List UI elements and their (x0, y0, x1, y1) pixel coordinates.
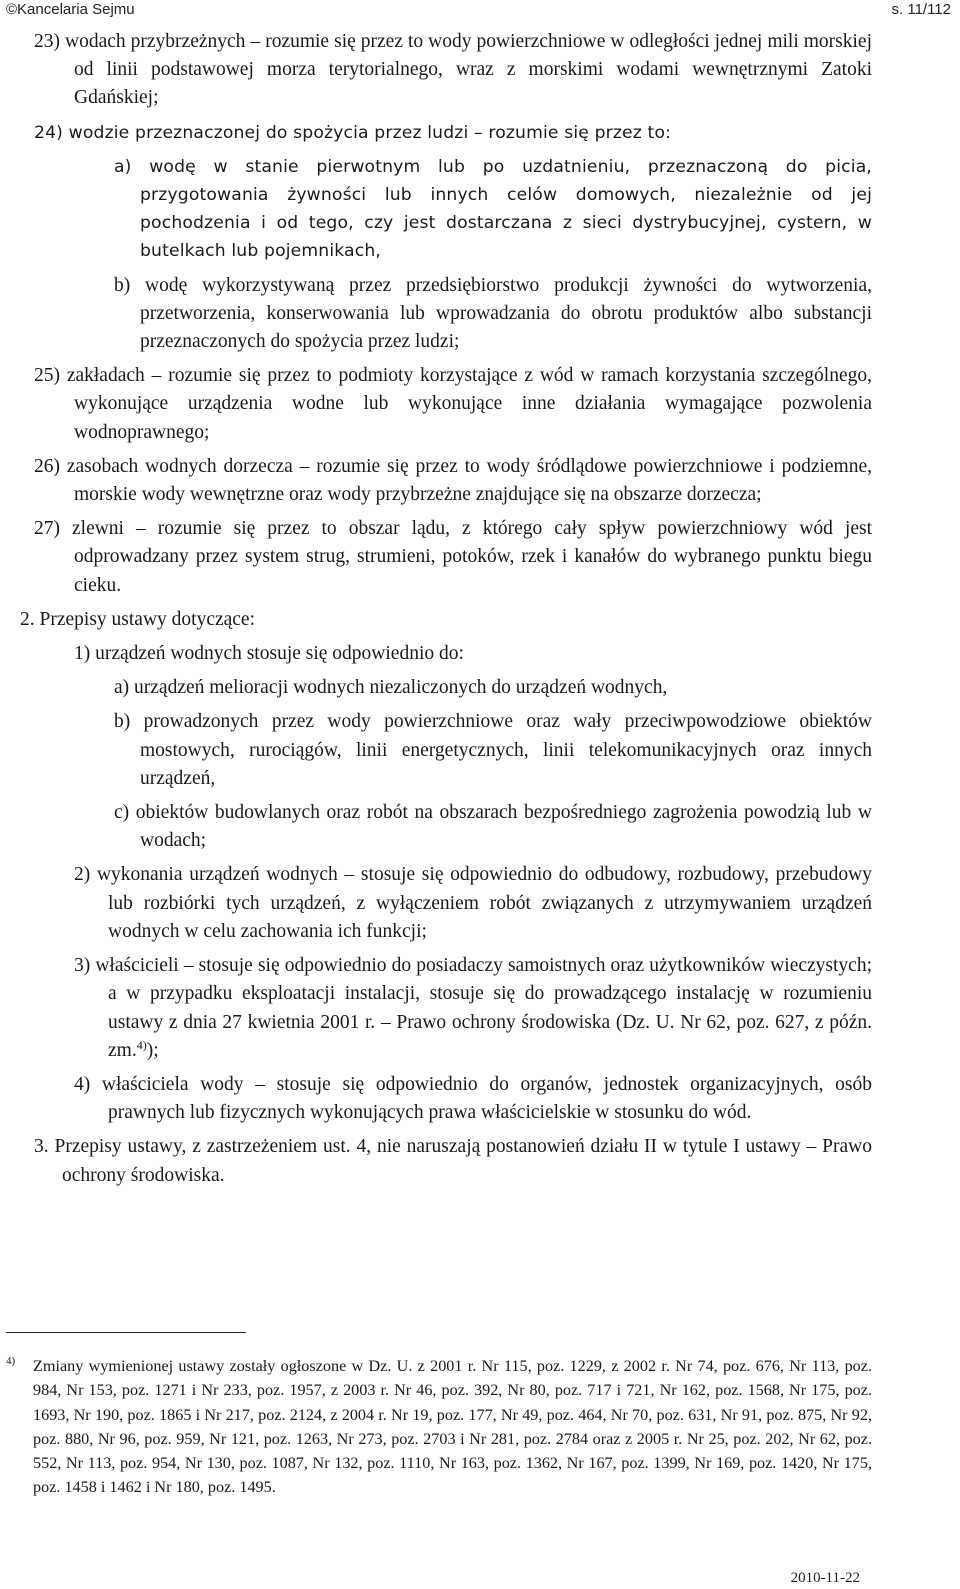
section-2-intro: 2. Przepisy ustawy dotyczące: (20, 608, 256, 630)
footnote-reference: 4) (136, 1037, 147, 1052)
footnote (6, 1354, 872, 1500)
section-3: 3. Przepisy ustawy, z zastrzeżeniem ust. 4, nie naruszają postanowień działu II w tytule I ustawy – Prawo ochrony środowiska. (34, 1136, 872, 1186)
item-24: 24) wodzie przeznaczonej do spożycia przez ludzi – rozumie się przez to: (34, 122, 672, 143)
footnote-divider (6, 1332, 246, 1333)
header-source: ©Kancelaria Sejmu (6, 1, 135, 18)
section-2-point-1-b: b) prowadzonych przez wody powierzchniowe oraz wały przeciwpowodziowe obiektów mostowych, rurociągów, linii energetycznych, linii telekomunikacyjnych oraz innych urządzeń, (114, 711, 872, 789)
section-2-point-2: 2) wykonania urządzeń wodnych – stosuje się odpowiednio do odbudowy, rozbudowy, przebudowy lub rozbiórki tych urządzeń, z wyłączeniem robót związanych z utrzymywaniem urządzeń wodnych w celu zachowania ich funkcji; (74, 864, 872, 942)
document-body (20, 28, 872, 1196)
section-2-point-1: 1) urządzeń wodnych stosuje się odpowiednio do: (74, 643, 464, 665)
section-2-point-1-a: a) urządzeń melioracji wodnych niezaliczonych do urządzeń wodnych, (114, 677, 668, 699)
item-24-a: a) wodę w stanie pierwotnym lub po uzdatnieniu, przeznaczoną do picia, przygotowania żywności lub innych celów domowych, niezależnie od jej pochodzenia i od tego, czy jest dostarczana z sieci dystrybucyjnej, cystern, w butelkach lub pojemnikach, (114, 156, 872, 262)
section-2-point-4: 4) właściciela wody – stosuje się odpowiednio do organów, jednostek organizacyjnych, osób prawnych lub fizycznych wykonujących prawa właścicielskie w stosunku do wód. (74, 1073, 872, 1124)
item-27: 27) zlewni – rozumie się przez to obszar lądu, z którego cały spływ powierzchniowy wód jest odprowadzany przez system strug, strumieni, potoków, rzek i kanałów do wybranego punktu biegu cieku. (34, 518, 872, 596)
section-2-point-3-text: 3) właścicieli – stosuje się odpowiednio do posiadaczy samoistnych oraz użytkowników wieczystych; a w przypadku eksploatacji instalacji, stosuje się do prowadzącego instalację w rozumieniu ustawy z dnia 27 kwietnia 2001 r. – Prawo ochrony środowiska (Dz. U. Nr 62, poz. 627, z późn. zm. (74, 955, 872, 1061)
section-2-point-3 (74, 952, 872, 1065)
section-2-point-3-end: ); (146, 1039, 159, 1061)
footnote-mark: 4) (6, 1355, 16, 1367)
item-23: 23) wodach przybrzeżnych – rozumie się przez to wody powierzchniowe w odległości jednej mili morskiej od linii podstawowej morza terytorialnego, wraz z morskimi wodami wewnętrznymi Zatoki Gdańskiej; (34, 31, 872, 109)
footer-date: 2010-11-22 (790, 1570, 860, 1586)
item-25: 25) zakładach – rozumie się przez to podmioty korzystające z wód w ramach korzystania szczególnego, wykonujące urządzenia wodne lub wykonujące inne działania wymagające pozwolenia wodnoprawnego; (34, 365, 872, 443)
footnote-text: Zmiany wymienionej ustawy zostały ogłoszone w Dz. U. z 2001 r. Nr 115, poz. 1229, z 2002 r. Nr 74, poz. 676, Nr 113, poz. 984, Nr 153, poz. 1271 i Nr 233, poz. 1957, z 2003 r. Nr 46, poz. 392, Nr 80, poz. 717 i 721, Nr 162, poz. 1568, Nr 175, poz. 1693, Nr 190, poz. 1865 i Nr 217, poz. 2124, z 2004 r. Nr 19, poz. 177, Nr 49, poz. 464, Nr 70, poz. 631, Nr 91, poz. 875, Nr 92, poz. 880, Nr 96, poz. 959, Nr 121, poz. 1263, Nr 273, poz. 2703 i Nr 281, poz. 2784 oraz z 2005 r. Nr 25, poz. 202, Nr 62, poz. 552, Nr 113, poz. 954, Nr 130, poz. 1087, Nr 132, poz. 1110, Nr 163, poz. 1362, Nr 167, poz. 1399, Nr 169, poz. 1420, Nr 175, poz. 1458 i 1462 i Nr 180, poz. 1495. (33, 1357, 872, 1497)
section-2-point-1-c: c) obiektów budowlanych oraz robót na obszarach bezpośredniego zagrożenia powodzią lub w wodach; (114, 802, 872, 852)
header-page-number: s. 11/112 (891, 1, 951, 18)
item-26: 26) zasobach wodnych dorzecza – rozumie się przez to wody śródlądowe powierzchniowe i podziemne, morskie wody wewnętrzne oraz wody przybrzeżne znajdujące się na obszarze dorzecza; (34, 455, 872, 506)
item-24-b: b) wodę wykorzystywaną przez przedsiębiorstwo produkcji żywności do wytworzenia, przetworzenia, konserwowania lub wprowadzania do obrotu produktów albo substancji przeznaczonych do spożycia przez ludzi; (114, 274, 872, 353)
